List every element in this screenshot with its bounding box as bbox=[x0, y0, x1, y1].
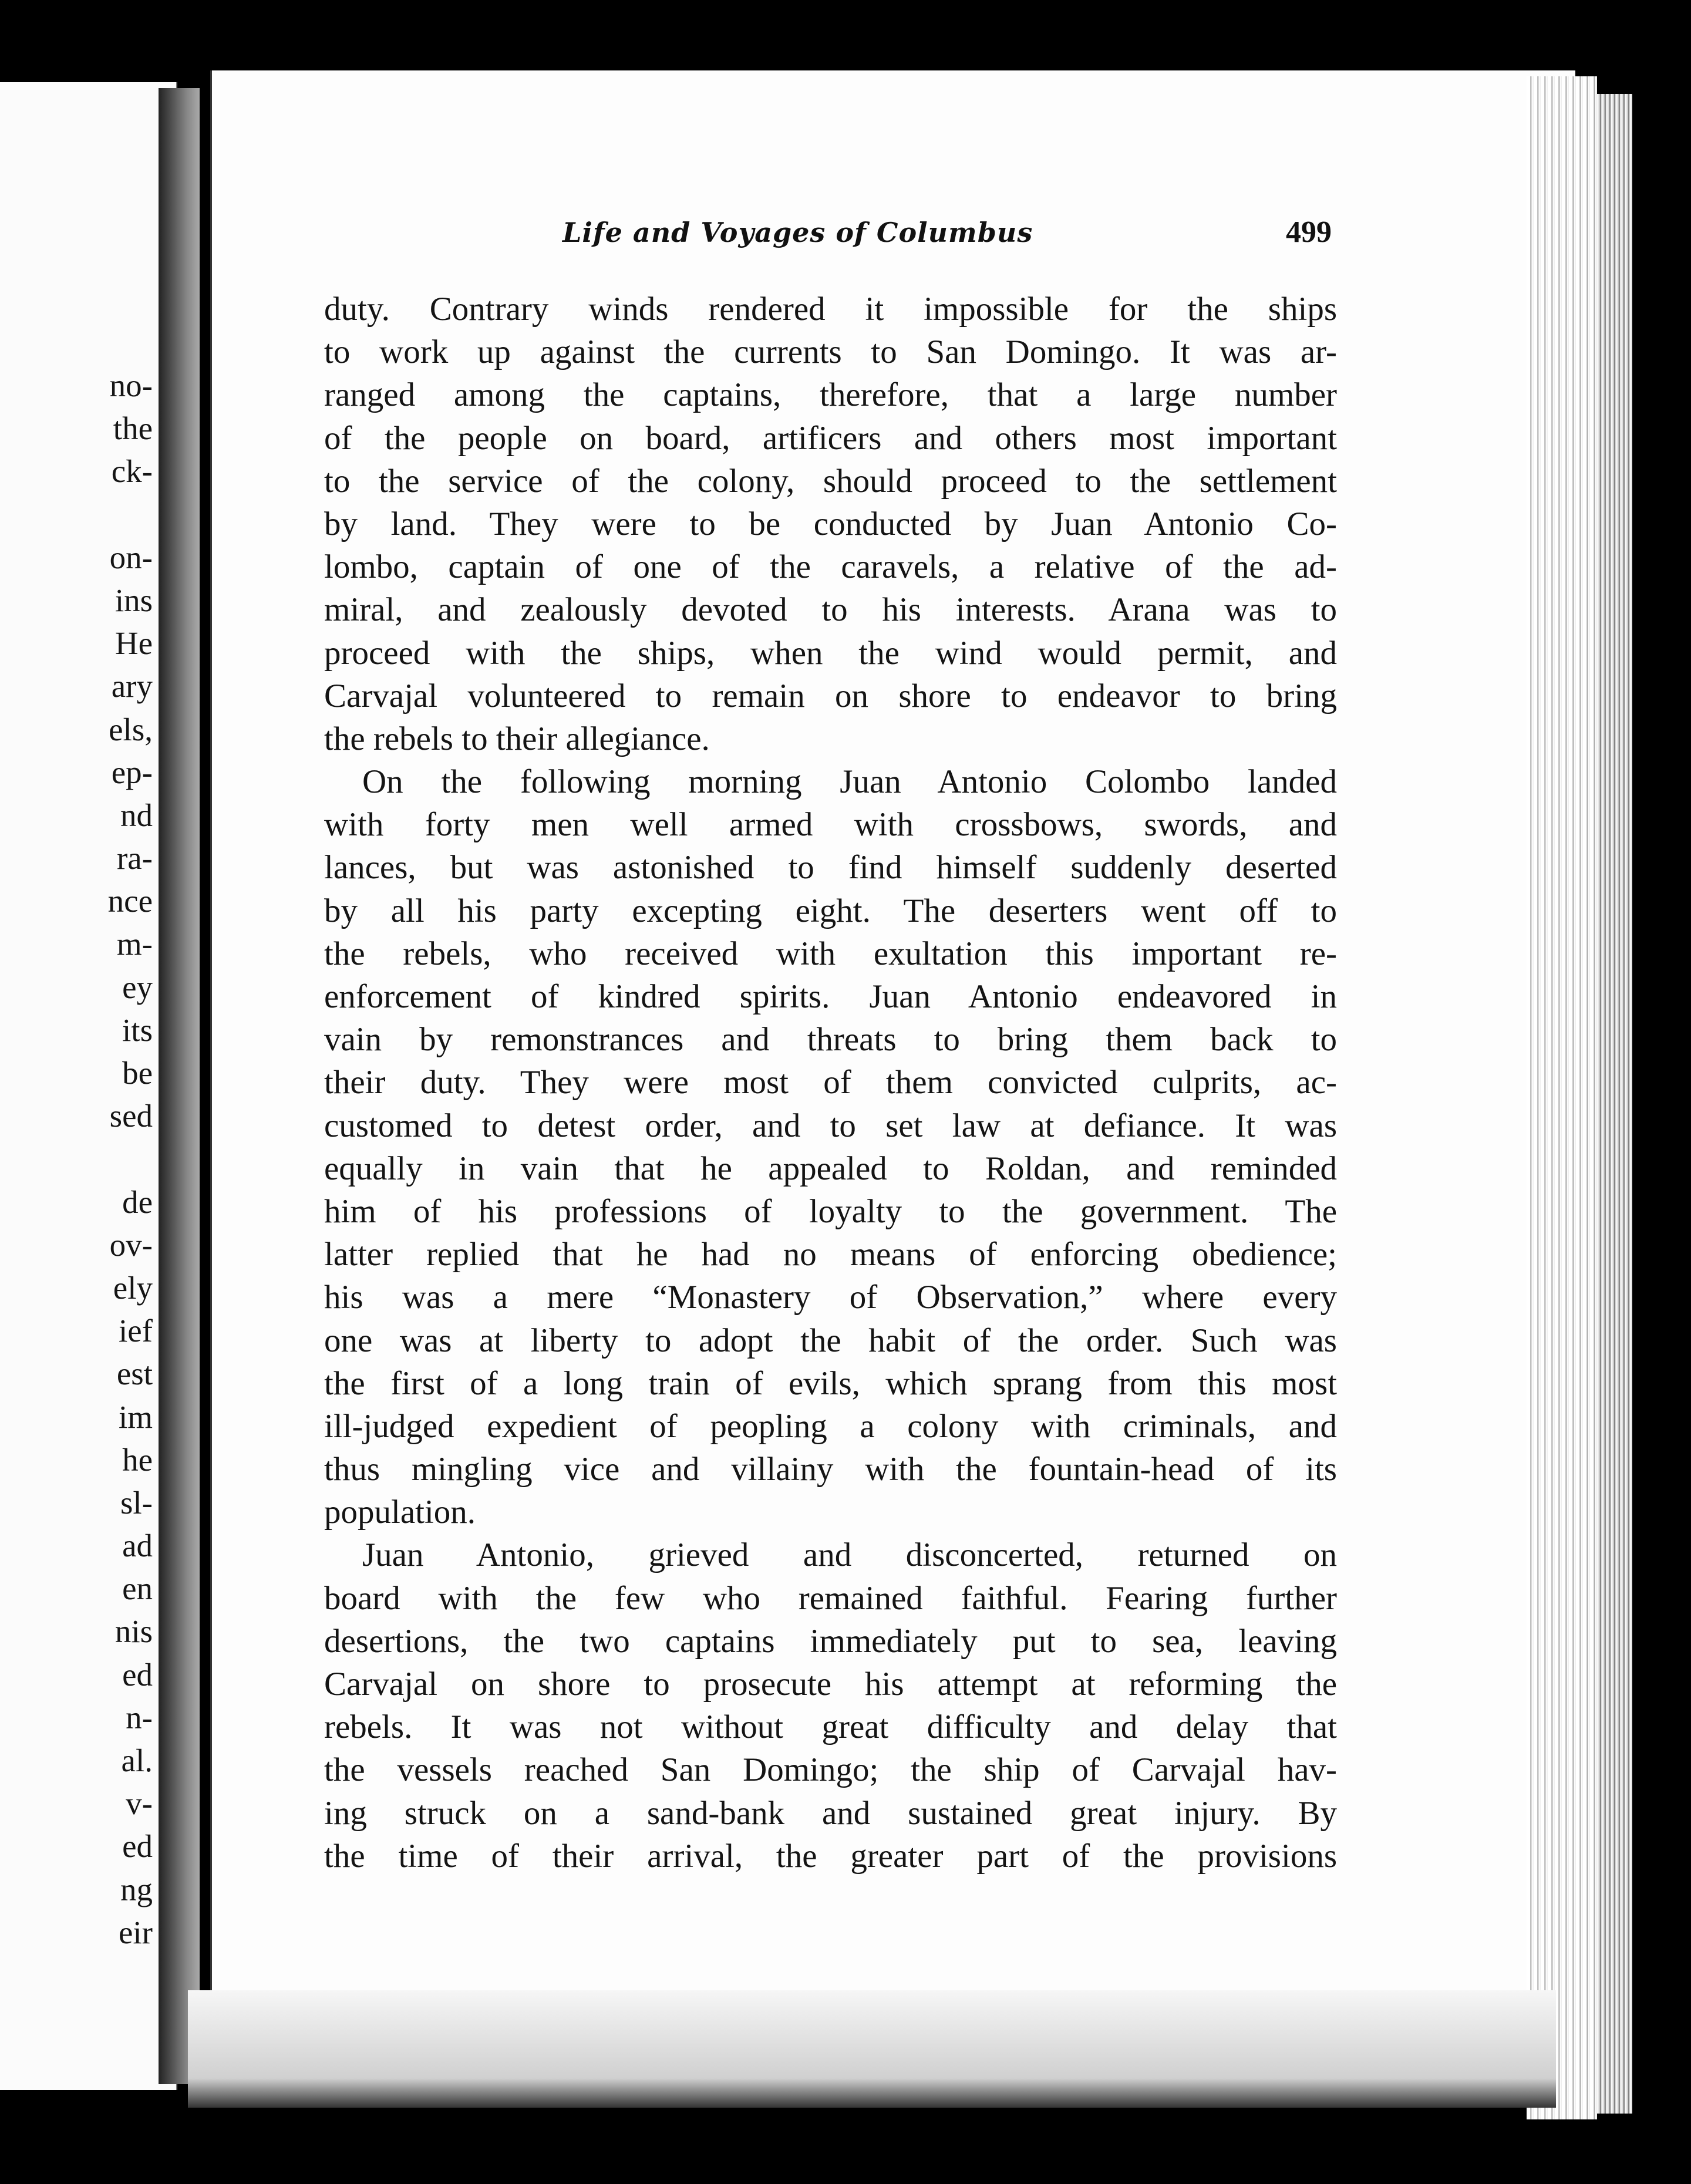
book-gutter bbox=[159, 88, 200, 2084]
left-fragment: he bbox=[122, 1441, 153, 1478]
text-line: by all his party excepting eight. The deserters went off to bbox=[324, 892, 1337, 929]
text-line: latter replied that he had no means of enforcing obedience; bbox=[324, 1236, 1337, 1273]
left-fragment: ra- bbox=[116, 840, 153, 877]
text-line: thus mingling vice and villainy with the fountain-head of its bbox=[324, 1451, 1337, 1488]
left-fragment: ief bbox=[118, 1313, 153, 1349]
text-line: ill-judged expedient of peopling a colony with criminals, and bbox=[324, 1407, 1337, 1445]
text-line: to the service of the colony, should proceed to the settlement bbox=[324, 462, 1337, 500]
page-edges bbox=[1527, 76, 1597, 2119]
left-fragment: nd bbox=[120, 797, 153, 833]
left-fragment: en bbox=[122, 1570, 153, 1607]
text-line: the time of their arrival, the greater part of the provisions bbox=[324, 1837, 1337, 1875]
left-fragment: ins bbox=[114, 582, 153, 618]
left-fragment: ad bbox=[122, 1528, 153, 1564]
text-line: lombo, captain of one of the caravels, a relative of the ad- bbox=[324, 548, 1337, 586]
text-line: lances, but was astonished to find himself suddenly deserted bbox=[324, 849, 1337, 887]
text-line: him of his professions of loyalty to the government. The bbox=[324, 1192, 1337, 1230]
left-fragment: sl- bbox=[120, 1484, 153, 1521]
text-line: his was a mere “Monastery of Observation,” where every bbox=[324, 1279, 1337, 1316]
text-line: of the people on board, artificers and others most important bbox=[324, 419, 1337, 457]
left-fragment: no- bbox=[109, 368, 153, 403]
left-fragment: eir bbox=[118, 1914, 153, 1950]
text-line: their duty. They were most of them convicted culprits, ac- bbox=[324, 1064, 1337, 1101]
left-page-text-fragments bbox=[35, 364, 153, 1954]
left-fragment: v- bbox=[126, 1785, 153, 1822]
text-line: board with the few who remained faithful. Fearing further bbox=[324, 1579, 1337, 1617]
text-line: the vessels reached San Domingo; the ship of Carvajal hav- bbox=[324, 1751, 1337, 1789]
text-line: Carvajal volunteered to remain on shore to endeavor to bring bbox=[324, 677, 1337, 714]
left-fragment: nce bbox=[107, 883, 153, 919]
left-fragment: be bbox=[122, 1055, 153, 1091]
left-fragment: on- bbox=[109, 539, 153, 575]
text-line: the first of a long train of evils, which sprang from this most bbox=[324, 1364, 1337, 1402]
page-edges-outer bbox=[1597, 94, 1632, 2114]
text-line: to work up against the currents to San Domingo. It was ar- bbox=[324, 333, 1337, 371]
text-line: miral, and zealously devoted to his interests. Arana was to bbox=[324, 591, 1337, 629]
left-fragment: ey bbox=[122, 969, 153, 1005]
text-line: ing struck on a sand-bank and sustained great injury. By bbox=[324, 1794, 1337, 1832]
left-fragment: n- bbox=[126, 1699, 153, 1735]
left-fragment: de bbox=[122, 1184, 153, 1220]
left-fragment: im bbox=[118, 1398, 153, 1435]
text-line: Carvajal on shore to prosecute his attempt at reforming the bbox=[324, 1666, 1337, 1703]
left-fragment: nis bbox=[114, 1613, 153, 1650]
text-line: population. bbox=[324, 1494, 476, 1531]
left-fragment: ck- bbox=[111, 453, 153, 490]
text-line: with forty men well armed with crossbows, swords, and bbox=[324, 806, 1337, 844]
text-line: equally in vain that he appealed to Roldan, and reminded bbox=[324, 1150, 1337, 1187]
text-line: rebels. It was not without great difficulty and delay that bbox=[324, 1708, 1337, 1746]
text-line: the rebels to their allegiance. bbox=[324, 720, 710, 757]
left-fragment: ely bbox=[113, 1269, 153, 1306]
left-page bbox=[0, 82, 177, 2090]
page-number: 499 bbox=[1286, 215, 1332, 249]
left-fragment-gap bbox=[35, 1137, 153, 1180]
left-fragment: ed bbox=[122, 1656, 153, 1693]
text-line: On the following morning Juan Antonio Colombo landed bbox=[362, 763, 1337, 801]
text-line: by land. They were to be conducted by Juan Antonio Co- bbox=[324, 505, 1337, 542]
page-bottom-shadow bbox=[188, 1990, 1556, 2108]
text-line: vain by remonstrances and threats to bring them back to bbox=[324, 1021, 1337, 1059]
text-line: ranged among the captains, therefore, that a large number bbox=[324, 376, 1337, 414]
left-fragment: al. bbox=[121, 1743, 153, 1778]
left-fragment: els, bbox=[109, 711, 153, 747]
text-line: Juan Antonio, grieved and disconcerted, returned on bbox=[362, 1536, 1337, 1574]
running-header bbox=[562, 215, 1332, 256]
left-fragment: ep- bbox=[111, 754, 153, 790]
running-title: Life and Voyages of Columbus bbox=[562, 217, 1033, 248]
left-fragment: m- bbox=[116, 926, 153, 962]
text-line: duty. Contrary winds rendered it impossible for the ships bbox=[324, 291, 1337, 328]
left-fragment: sed bbox=[109, 1098, 153, 1134]
left-fragment: ary bbox=[111, 668, 153, 705]
left-fragment-gap bbox=[35, 493, 153, 536]
text-line: the rebels, who received with exultation this important re- bbox=[324, 935, 1337, 972]
left-fragment: ov- bbox=[109, 1226, 153, 1263]
left-fragment: ng bbox=[120, 1871, 153, 1907]
left-fragment: est bbox=[116, 1356, 153, 1392]
text-line: enforcement of kindred spirits. Juan Antonio endeavored in bbox=[324, 978, 1337, 1015]
text-line: customed to detest order, and to set law at defiance. It was bbox=[324, 1107, 1337, 1144]
left-fragment: ed bbox=[122, 1828, 153, 1865]
text-line: proceed with the ships, when the wind would permit, and bbox=[324, 634, 1337, 672]
text-line: one was at liberty to adopt the habit of the order. Such was bbox=[324, 1322, 1337, 1359]
body-text bbox=[324, 288, 1337, 1878]
left-fragment: He bbox=[114, 625, 153, 662]
text-line: desertions, the two captains immediately put to sea, leaving bbox=[324, 1622, 1337, 1660]
left-fragment: its bbox=[122, 1012, 153, 1048]
left-fragment: the bbox=[113, 410, 153, 447]
